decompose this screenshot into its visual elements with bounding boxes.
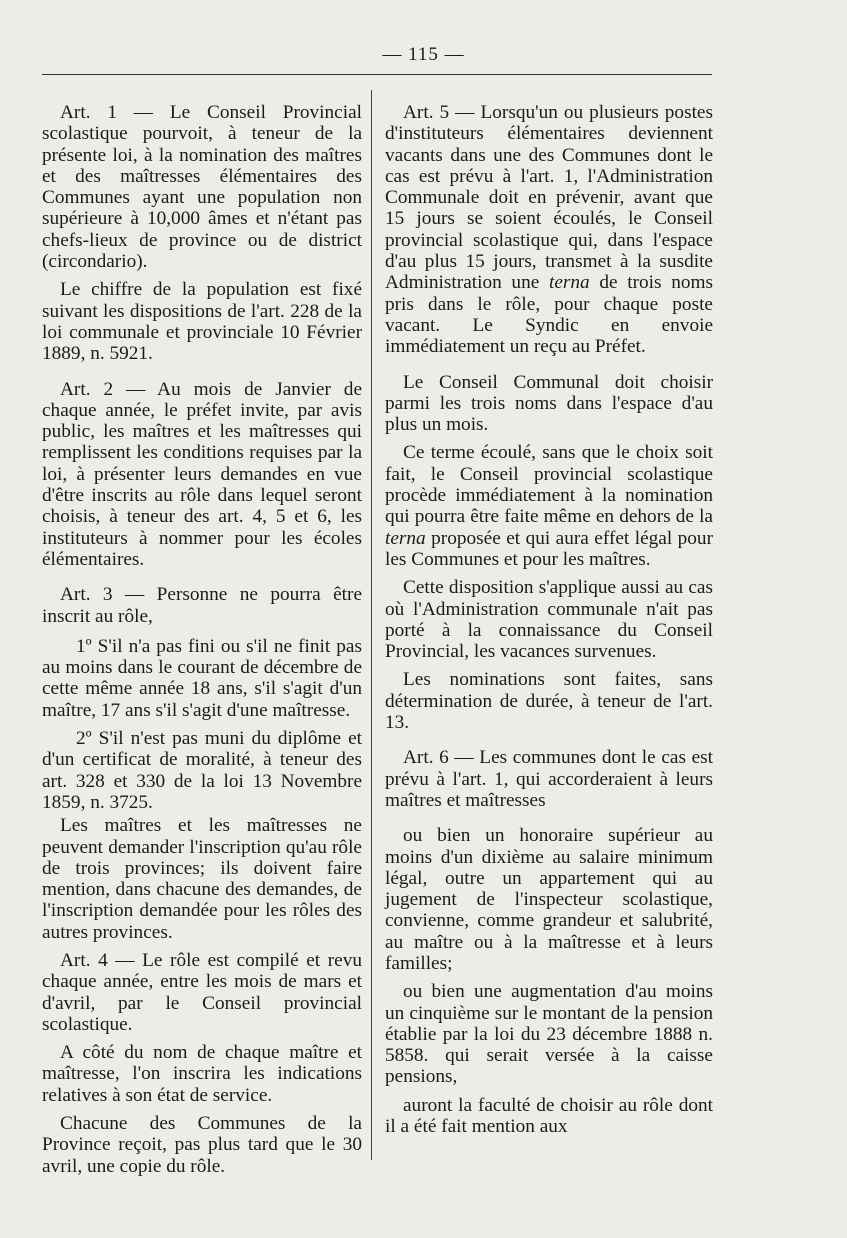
term-text-a: Ce terme écoulé, sans que le choix soit fait, le Conseil provincial scolastique procède immédiatement à la nomination qui pourra être faite même en dehors de la (385, 442, 713, 528)
art1-paragraph: Art. 1 — Le Conseil Provincial scolastique pourvoit, à teneur de la présente loi, à la nomination des maîtres et des maîtresses élémentaires des Communes ayant une population non supérieure à 10,000 âmes et n'étant pas chefs-lieux de province ou de district (circondario). (42, 102, 362, 273)
page-number-header: — 115 — (382, 44, 465, 65)
header-rule (42, 74, 712, 75)
copy-paragraph: Chacune des Communes de la Province reçoit, pas plus tard que le 30 avril, une copie du rôle. (42, 1113, 362, 1177)
nominations-paragraph: Les nominations sont faites, sans détermination de durée, à teneur de l'art. 13. (385, 669, 713, 734)
term-paragraph (385, 442, 713, 570)
faculte-paragraph: auront la faculté de choisir au rôle dont il a été fait mention aux (385, 1094, 713, 1138)
terna-term: terna (548, 272, 590, 294)
disposition-paragraph: Cette disposition s'applique aussi au cas où l'Administration communale n'ait pas porté à la connaissance du Conseil Provincial, les vacances survenues. (385, 577, 713, 663)
art2-paragraph: Art. 2 — Au mois de Janvier de chaque année, le préfet invite, par avis public, les maîtres et les maîtresses qui remplissent les conditions requises par la loi, à présenter leurs demandes en vue d'être inscrits au rôle dans lequel seront choisis, à teneur des art. 4, 5 et 6, les instituteurs à nommer pour les écoles élémentaires. (42, 378, 362, 570)
augmentation-paragraph: ou bien une augmentation d'au moins un cinquième sur le montant de la pension établie par la loi du 23 décembre 1888 n. 5858. qui serait versée à la caisse pensions, (385, 981, 713, 1088)
art3-condition-1: 1º S'il n'a pas fini ou s'il ne finit pas au moins dans le courant de décembre de cette même année 18 ans, s'il s'agit d'un maître, 17 ans s'il s'agit d'une maîtresse. (42, 635, 362, 721)
art3-paragraph: Art. 3 — Personne ne pourra être inscrit au rôle, (42, 584, 362, 627)
right-column (385, 102, 713, 1144)
provinces-paragraph: Les maîtres et les maîtresses ne peuvent demander l'inscription qu'au rôle de trois provinces; ils doivent faire mention, dans chacune des demandes, de l'inscription demandée pour les rôles des autres provinces. (42, 815, 362, 943)
art5-text-b: de trois noms pris dans le rôle, pour chaque poste vacant. Le Syndic en envoie immédiatement un reçu au Préfet. (385, 272, 713, 358)
term-text-b: proposée et qui aura effet légal pour les Communes et pour les maîtres. (385, 527, 713, 570)
choice-paragraph: Le Conseil Communal doit choisir parmi les trois noms dans l'espace d'au plus un mois. (385, 371, 713, 436)
art5-paragraph (385, 102, 713, 358)
service-paragraph: A côté du nom de chaque maître et maîtresse, l'on inscrira les indications relatives à son état de service. (42, 1042, 362, 1106)
art4-paragraph: Art. 4 — Le rôle est compilé et revu chaque année, entre les mois de mars et d'avril, par le Conseil provincial scolastique. (42, 949, 362, 1035)
terna-term: terna (385, 527, 426, 549)
left-column (42, 102, 362, 1184)
art6-paragraph: Art. 6 — Les communes dont le cas est prévu à l'art. 1, qui accorderaient à leurs maîtres et maîtresses (385, 747, 713, 811)
art5-text-a: Art. 5 — Lorsqu'un ou plusieurs postes d'instituteurs élémentaires deviennent vacants dans une des Communes dont le cas est prévu à l'art. 1, l'Administration Communale doit en prévenir, avant que 15 jours se soient écoulés, le Conseil provincial scolastique qui, dans l'espace d'au plus 15 jours, transmet à la susdite Administration une (385, 102, 713, 294)
column-divider (371, 90, 372, 1160)
population-paragraph: Le chiffre de la population est fixé suivant les dispositions de l'art. 228 de la loi communale et provinciale 10 Février 1889, n. 5921. (42, 279, 362, 365)
honoraire-paragraph: ou bien un honoraire supérieur au moins d'un dixième au salaire minimum légal, outre un appartement qui au jugement de l'inspecteur scolastique, convienne, comme grandeur et salubrité, au maître ou à la maîtresse et à leurs familles; (385, 825, 713, 974)
art3-condition-2: 2º S'il n'est pas muni du diplôme et d'un certificat de moralité, à teneur des art. 328 et 330 de la loi 13 Novembre 1859, n. 3725. (42, 728, 362, 813)
